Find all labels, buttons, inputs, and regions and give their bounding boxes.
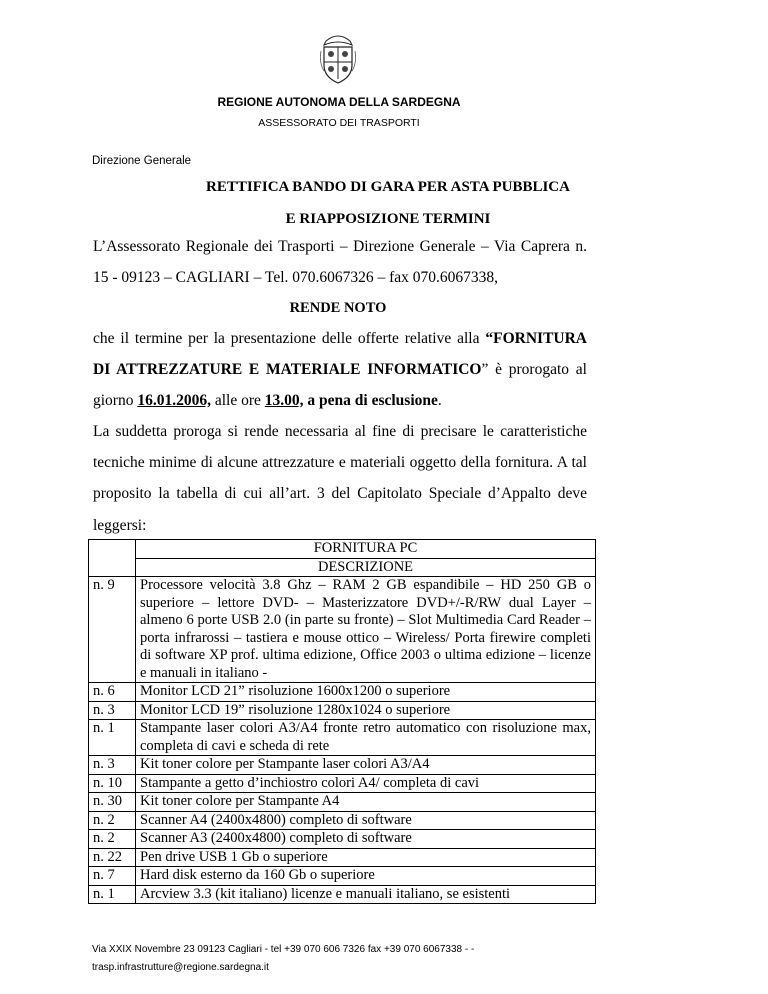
row-quantity: n. 1 — [89, 885, 136, 904]
table-row — [89, 867, 596, 886]
row-quantity: n. 10 — [89, 774, 136, 793]
row-quantity: n. 6 — [89, 683, 136, 702]
table-row — [89, 577, 596, 683]
p3-bold: “FORNITURA — [485, 330, 587, 347]
row-quantity: n. 2 — [89, 830, 136, 849]
regional-coat-of-arms-icon — [318, 33, 358, 85]
table-row — [89, 701, 596, 720]
deadline-time: 13.00, — [264, 392, 304, 409]
table-row — [89, 811, 596, 830]
table-title: FORNITURA PC — [136, 540, 596, 559]
p3-text: che il termine per la presentazione delle offerte relative alla — [93, 330, 486, 347]
p5-text-c: a pena di esclusione — [303, 392, 438, 409]
row-quantity: n. 2 — [89, 811, 136, 830]
assessorato-name: ASSESSORATO DEI TRASPORTI — [258, 117, 420, 129]
document-title-line2: E RIAPPOSIZIONE TERMINI — [285, 211, 491, 227]
row-description: Hard disk esterno da 160 Gb o superiore — [136, 867, 596, 886]
row-quantity: n. 3 — [89, 756, 136, 775]
table-row — [89, 774, 596, 793]
body-paragraph-7: tecniche minime di alcune attrezzature e materiali oggetto della fornitura. A tal — [93, 454, 587, 471]
table-row — [89, 885, 596, 904]
table-row — [89, 756, 596, 775]
table-header-description: DESCRIZIONE — [136, 558, 596, 577]
table-header-empty-cell — [89, 540, 136, 577]
row-description: Kit toner colore per Stampante A4 — [136, 793, 596, 812]
row-description: Monitor LCD 19” risoluzione 1280x1024 o superiore — [136, 701, 596, 720]
deadline-date: 16.01.2006, — [137, 392, 211, 409]
row-quantity: n. 22 — [89, 848, 136, 867]
row-description: Arcview 3.3 (kit italiano) licenze e manuali italiano, se esistenti — [136, 885, 596, 904]
row-description: Scanner A4 (2400x4800) completo di software — [136, 811, 596, 830]
p5-text-b: alle ore — [210, 392, 265, 409]
body-paragraph-9: leggersi: — [93, 517, 147, 534]
direzione-label: Direzione Generale — [92, 155, 192, 167]
document-title-line1: RETTIFICA BANDO DI GARA PER ASTA PUBBLICA — [206, 179, 570, 195]
p4-bold: DI ATTREZZATURE E MATERIALE INFORMATICO — [93, 361, 482, 378]
table-header-row — [89, 540, 596, 559]
p5-text-d: . — [437, 392, 442, 409]
rende-noto-heading: RENDE NOTO — [289, 300, 387, 316]
body-paragraph-4 — [93, 361, 587, 379]
table-row — [89, 830, 596, 849]
row-description: Monitor LCD 21” risoluzione 1600x1200 o superiore — [136, 683, 596, 702]
row-description: Kit toner colore per Stampante laser colori A3/A4 — [136, 756, 596, 775]
row-quantity: n. 7 — [89, 867, 136, 886]
body-paragraph-6: La suddetta proroga si rende necessaria al fine di precisare le caratteristiche — [93, 423, 587, 440]
fornitura-table — [88, 539, 596, 904]
footer-address: Via XXIX Novembre 23 09123 Cagliari - tel +39 070 606 7326 fax +39 070 6067338 - - — [92, 944, 475, 955]
body-paragraph-1: L’Assessorato Regionale dei Trasporti – Direzione Generale – Via Caprera n. — [93, 238, 587, 255]
region-name: REGIONE AUTONOMA DELLA SARDEGNA — [217, 95, 461, 109]
row-quantity: n. 9 — [89, 577, 136, 683]
row-quantity: n. 3 — [89, 701, 136, 720]
row-quantity: n. 1 — [89, 720, 136, 756]
footer-email: trasp.infrastrutture@regione.sardegna.it — [92, 962, 269, 973]
p4-text: ” è prorogato al — [481, 361, 587, 378]
row-description: Stampante laser colori A3/A4 fronte retro automatico con risoluzione max, completa di cavi e scheda di rete — [136, 720, 596, 756]
row-description: Scanner A3 (2400x4800) completo di software — [136, 830, 596, 849]
row-quantity: n. 30 — [89, 793, 136, 812]
body-paragraph-3 — [93, 330, 587, 348]
body-paragraph-5 — [93, 392, 587, 410]
table-row — [89, 720, 596, 756]
row-description: Pen drive USB 1 Gb o superiore — [136, 848, 596, 867]
p5-text-a: giorno — [93, 392, 138, 409]
table-row — [89, 848, 596, 867]
body-paragraph-8: proposito la tabella di cui all’art. 3 del Capitolato Speciale d’Appalto deve — [93, 485, 587, 502]
row-description: Processore velocità 3.8 Ghz – RAM 2 GB espandibile – HD 250 GB o superiore – lettore DVD- – Masterizzatore DVD+/-R/RW dual Layer – almeno 6 porte USB 2.0 (in parte su fronte) – Slot Multimedia Card Reader – porta infrarossi – tastiera e mouse ottico – Wireless/ Porta firewire completi di software XP prof. ultima edizione, Office 2003 o ultima edizione – licenze e manuali in italiano - — [136, 577, 596, 683]
body-paragraph-2: 15 - 09123 – CAGLIARI – Tel. 070.6067326 – fax 070.6067338, — [93, 269, 499, 286]
table-header-row — [89, 558, 596, 577]
table-row — [89, 683, 596, 702]
table-row — [89, 793, 596, 812]
row-description: Stampante a getto d’inchiostro colori A4/ completa di cavi — [136, 774, 596, 793]
